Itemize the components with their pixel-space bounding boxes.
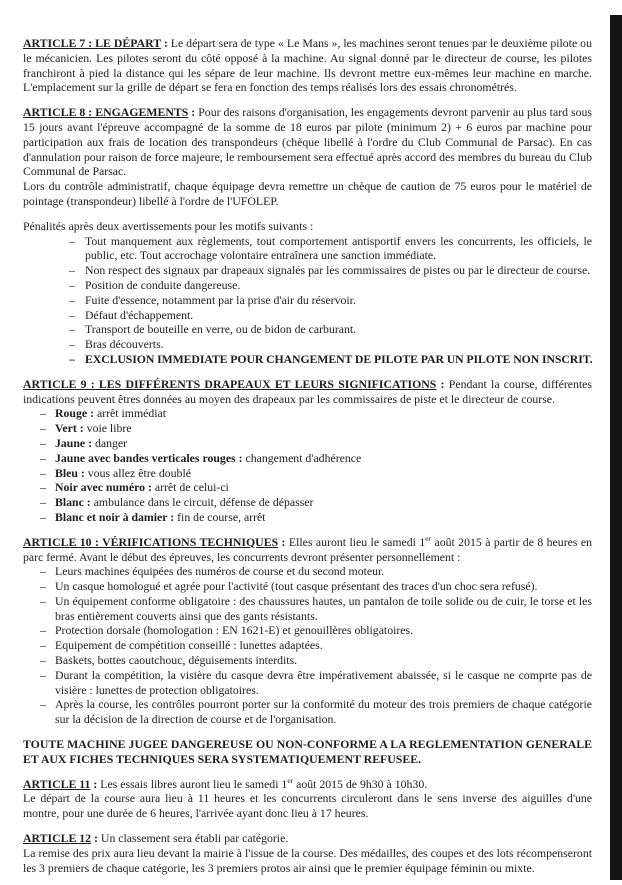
heading-separator: : xyxy=(160,36,171,50)
bullet-dash: – xyxy=(40,564,46,579)
bullet-dash: – xyxy=(40,653,46,668)
list-item xyxy=(40,466,592,481)
flags-list xyxy=(23,406,592,524)
article-11-paragraph-2 xyxy=(23,791,592,821)
list-item xyxy=(40,406,592,421)
list-item xyxy=(40,480,592,495)
penalty-item: Bras découverts. xyxy=(85,337,164,352)
bullet-dash: – xyxy=(40,579,46,594)
penalty-item: Position de conduite dangereuse. xyxy=(85,277,241,292)
tech-item: Durant la compétition, la visière du casque devra être impérativement abaissée, si le casque ne comprte pas de visière : lunettes de protection obligatoires. xyxy=(55,667,592,697)
penalty-item: Transport de bouteille en verre, ou de bidon de carburant. xyxy=(85,322,357,337)
article-11-body-2: Le départ de la course aura lieu à 11 heures et les concurrents circuleront dans le sens inverse des aiguilles d'une montre, pour une durée de 6 heures, l'arrivée ayant donc lieu à 17 heures. xyxy=(23,791,592,821)
article-10-heading: ARTICLE 10 : VÉRIFICATIONS TECHNIQUES xyxy=(23,534,279,549)
article-11-body: Les essais libres auront lieu le samedi 1 xyxy=(100,776,288,791)
article-7-heading: ARTICLE 7 : LE DÉPART xyxy=(23,36,161,50)
list-item xyxy=(69,337,592,352)
bullet-dash: – xyxy=(40,509,46,524)
article-10-body: Elles auront lieu le samedi 1 xyxy=(288,534,426,549)
flag-label: Bleu : xyxy=(55,465,85,480)
penalties-intro-text: Pénalités après deux avertissements pour les motifs suivants : xyxy=(23,218,314,233)
list-item xyxy=(69,234,592,264)
bullet-dash: – xyxy=(69,322,75,337)
article-12-body-2: La remise des prix aura lieu devant la mairie à l'issue de la course. Des médailles, des coupes et des lots récompenseront les 3 premiers de chaque catégorie, les 3 premiers protos air ainsi que le premier équipage féminin ou mixte. xyxy=(23,845,592,875)
list-item xyxy=(69,263,592,278)
bullet-dash: – xyxy=(40,697,46,712)
article-9-body: Pendant la course, différentes indications peuvent êtres données au moyen des drapeaux par les commissaires de piste et le directeur de course. xyxy=(23,376,593,406)
article-8-heading: ARTICLE 8 : ENGAGEMENTS xyxy=(23,105,189,120)
bullet-dash: – xyxy=(69,351,75,366)
bullet-dash: – xyxy=(40,495,46,510)
article-11-heading: ARTICLE 11 xyxy=(23,776,91,791)
article-9-heading: ARTICLE 9 : LES DIFFÉRENTS DRAPEAUX ET LEURS SIGNIFICATIONS xyxy=(23,376,437,391)
article-12-paragraph-2 xyxy=(23,846,592,876)
flag-item xyxy=(55,495,592,510)
superscript-er: er xyxy=(425,533,432,543)
penalty-item-exclusion: EXCLUSION IMMEDIATE POUR CHANGEMENT DE PILOTE PAR UN PILOTE NON INSCRIT. xyxy=(85,351,593,366)
penalties-intro xyxy=(23,219,592,234)
bullet-dash: – xyxy=(40,465,46,480)
bullet-dash: – xyxy=(40,435,46,450)
penalty-item: Non respect des signaux par drapeaux signalés par les commissaires de pistes ou par le directeur de course. xyxy=(85,263,591,278)
flag-desc: voie libre xyxy=(86,421,132,436)
bullet-dash: – xyxy=(40,480,46,495)
penalty-item: Tout manquement aux règlements, tout comportement antisportif envers les concurrents, les officiels, le public, etc. Tout accrochage volontaire entraînera une sanction immédiate. xyxy=(85,233,592,263)
bullet-dash: – xyxy=(69,277,75,292)
flag-desc: arrêt immédiat xyxy=(96,406,167,421)
list-item xyxy=(40,594,592,624)
bullet-dash: – xyxy=(40,593,46,608)
heading-separator: : xyxy=(278,534,289,549)
bullet-dash: – xyxy=(40,406,46,421)
bullet-dash: – xyxy=(69,292,75,307)
list-item xyxy=(40,697,592,727)
scanner-black-edge xyxy=(610,15,622,880)
bullet-dash: – xyxy=(69,233,75,248)
article-12-heading: ARTICLE 12 xyxy=(23,831,92,846)
list-item-exclusion xyxy=(69,352,592,367)
article-11-body-cont: août 2015 de 9h30 à 10h30. xyxy=(293,776,428,791)
article-7-paragraph xyxy=(23,36,592,95)
article-8-body: Pour des raisons d'organisation, les engagements devront parvenir au plus tard sous 15 jours avant l'épreuve accompagné de la somme de 18 euros par pilote (minimum 2) + 6 euros par machine pour participation aux frais de location des transpondeurs (chèque libellé à l'ordre du Club Communal de Parsac). En cas d'annulation pour raison de force majeure, le remboursement sera effectué après accord des membres du bureau du Club Communal de Parsac. xyxy=(23,105,593,179)
bullet-dash: – xyxy=(40,450,46,465)
tech-item: Protection dorsale (homologation : EN 1621-E) et genouillères obligatoires. xyxy=(55,623,414,638)
tech-item: Un casque homologué et agrée pour l'activité (tout casque présentant des traces d'un choc sera refusé). xyxy=(55,579,538,594)
flag-label: Jaune avec bandes verticales rouges : xyxy=(55,450,243,465)
tech-item: Baskets, bottes caoutchouc, déguisements interdits. xyxy=(55,653,298,668)
flag-label: Blanc et noir à damier : xyxy=(55,509,175,524)
article-8-paragraph xyxy=(23,105,592,179)
article-10-paragraph xyxy=(23,535,592,565)
list-item xyxy=(40,510,592,525)
list-item xyxy=(40,564,592,579)
flag-item xyxy=(55,406,592,421)
tech-item: Leurs machines équipées des numéros de course et du second moteur. xyxy=(55,564,385,579)
list-item xyxy=(40,638,592,653)
article-12-paragraph xyxy=(23,831,592,846)
penalty-item: Fuite d'essence, notamment par la prise d'air du réservoir. xyxy=(85,292,356,307)
flag-item xyxy=(55,466,592,481)
bullet-dash: – xyxy=(69,263,75,278)
bullet-dash: – xyxy=(69,337,75,352)
heading-separator: : xyxy=(188,105,199,120)
list-item xyxy=(40,451,592,466)
list-item xyxy=(40,668,592,698)
list-item xyxy=(40,579,592,594)
article-10-body-cont: août 2015 à partir de 8 heures en parc fermé. Avant le début des épreuves, les concurrents devront présenter personnellement : xyxy=(23,534,592,564)
list-item xyxy=(40,421,592,436)
list-item xyxy=(40,653,592,668)
bullet-dash: – xyxy=(69,307,75,322)
flag-label: Blanc : xyxy=(55,495,91,510)
penalties-list xyxy=(23,234,592,367)
flag-desc: arrêt de celui-ci xyxy=(154,480,229,495)
bullet-dash: – xyxy=(40,667,46,682)
flag-item xyxy=(55,510,592,525)
superscript-er: er xyxy=(287,775,294,785)
tech-item: Equipement de compétition conseillé : lunettes adaptées. xyxy=(55,638,323,653)
flag-label: Rouge : xyxy=(55,406,94,421)
article-8-body-2: Lors du contrôle administratif, chaque équipage devra remettre un chèque de caution de 75 euros pour le matériel de pointage (transpondeur) libellé à l'ordre de l'UFOLEP. xyxy=(23,179,592,208)
flag-desc: fin de course, arrêt xyxy=(177,509,266,524)
warning-text: TOUTE MACHINE JUGEE DANGEREUSE OU NON-CONFORME A LA REGLEMENTATION GENERALE ET AUX FICHES TECHNIQUES SERA SYSTEMATIQUEMENT REFUSEE. xyxy=(23,737,592,766)
article-11-paragraph xyxy=(23,777,592,792)
technical-checks-list xyxy=(23,564,592,727)
list-item xyxy=(40,623,592,638)
list-item xyxy=(69,322,592,337)
heading-separator: : xyxy=(90,776,101,791)
flag-desc: vous allez être doublé xyxy=(87,465,191,480)
bullet-dash: – xyxy=(40,638,46,653)
list-item xyxy=(69,308,592,323)
machine-refusal-warning xyxy=(23,737,592,767)
flag-label: Noir avec numéro : xyxy=(55,480,152,495)
tech-item: Après la course, les contrôles pourront porter sur la conformité du moteur des trois premiers de chaque catégorie sur la décision de la direction de course et de l'organisation. xyxy=(55,697,592,727)
flag-desc: changement d'adhérence xyxy=(245,450,362,465)
flag-desc: danger xyxy=(95,435,128,450)
bullet-dash: – xyxy=(40,623,46,638)
list-item xyxy=(69,293,592,308)
list-item xyxy=(40,436,592,451)
article-8-paragraph-2 xyxy=(23,179,592,209)
article-9-paragraph xyxy=(23,377,592,407)
tech-item: Un équipement conforme obligatoire : des chaussures hautes, un pantalon de toile solide ou de cuir, le torse et les bras entièrement couverts ainsi que des gants résistants. xyxy=(55,593,592,623)
article-7-body: Le départ sera de type « Le Mans », les machines seront tenues par le deuxième pilote ou le mécanicien. Les pilotes seront du côté opposé à la machine. Au signal donné par le directeur de course, les pilotes franchiront à pied la distance qui les sépare de leur machine. Ils devront mettre eux-mêmes leur machine en marche. L'emplacement sur la grille de départ se fera en fonction des temps réalisés lors des essais chronométrés. xyxy=(23,36,592,95)
flag-label: Vert : xyxy=(55,421,84,436)
bullet-dash: – xyxy=(40,421,46,436)
heading-separator: : xyxy=(91,831,101,846)
list-item xyxy=(69,278,592,293)
article-12-body: Un classement sera établi par catégorie. xyxy=(100,831,289,846)
flag-item xyxy=(55,436,592,451)
heading-separator: : xyxy=(436,376,449,391)
flag-item xyxy=(55,480,592,495)
flag-item xyxy=(55,451,592,466)
document-page xyxy=(23,36,592,885)
flag-item xyxy=(55,421,592,436)
flag-desc: ambulance dans le circuit, défense de dépasser xyxy=(93,495,314,510)
flag-label: Jaune : xyxy=(55,435,93,450)
penalty-item: Défaut d'échappement. xyxy=(85,307,194,322)
list-item xyxy=(40,495,592,510)
